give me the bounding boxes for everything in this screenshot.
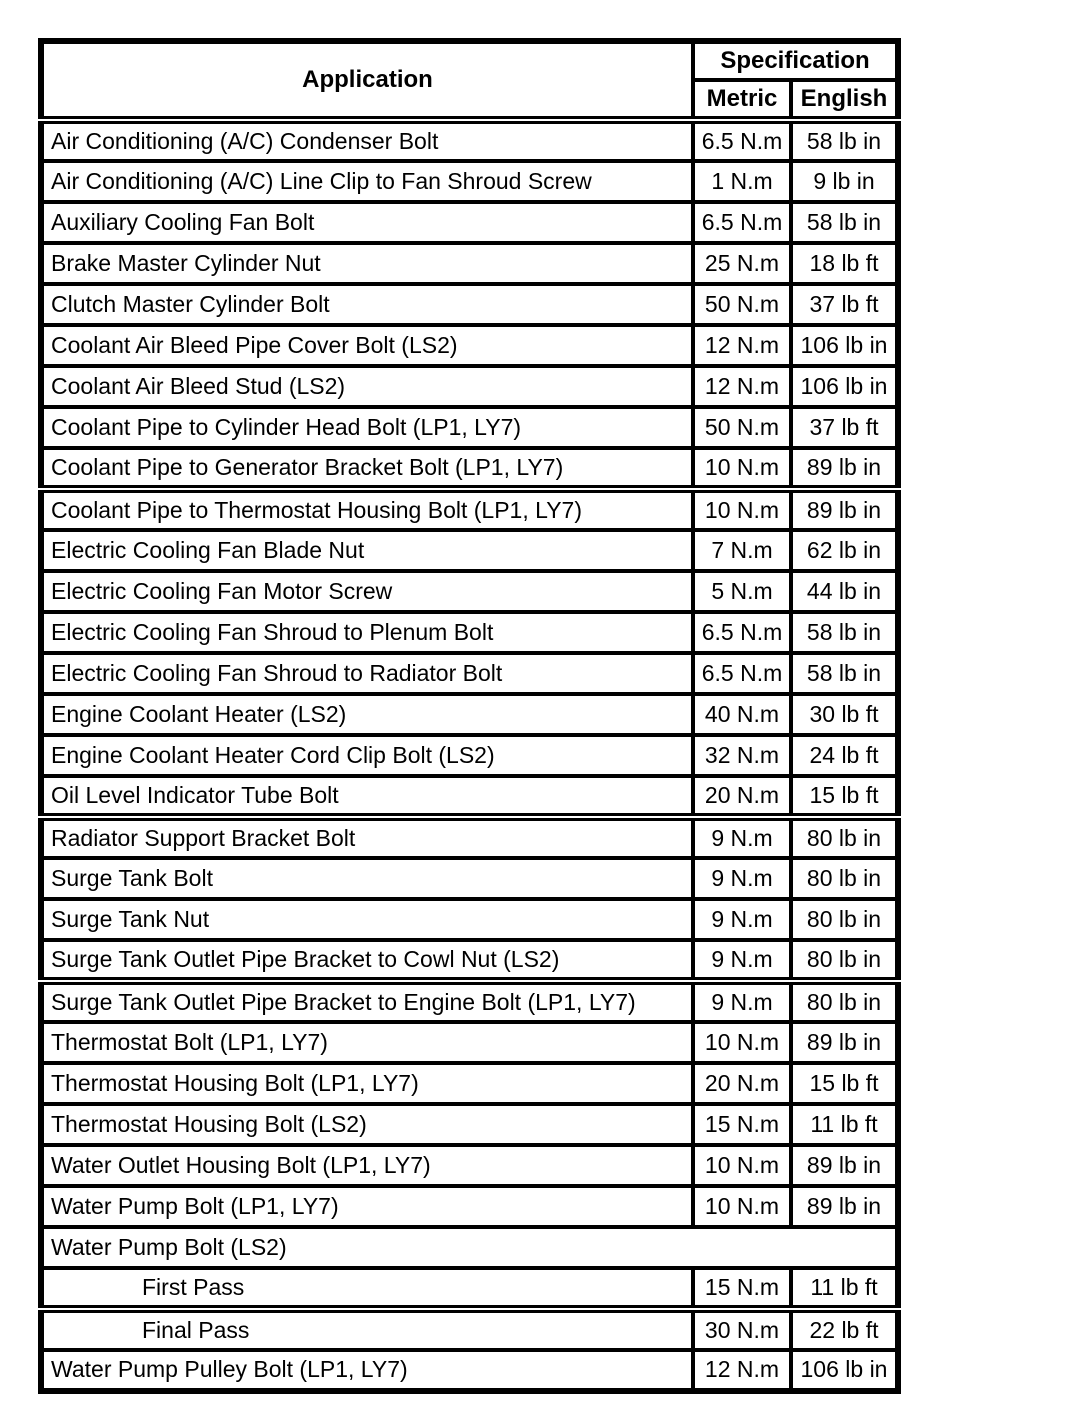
metric-value-cell: 10 N.m [693,489,791,530]
english-value-cell: 9 lb in [791,161,898,202]
metric-value-cell: 20 N.m [693,1063,791,1104]
metric-value-cell: 9 N.m [693,817,791,858]
specification-column-header: Specification [693,41,898,80]
table-row [41,735,898,776]
table-row [41,325,898,366]
table-row [41,981,898,1022]
metric-value-cell: 50 N.m [693,284,791,325]
application-cell: Water Pump Bolt (LS2) [41,1227,898,1268]
table-row [41,161,898,202]
table-row [41,653,898,694]
metric-value-cell: 12 N.m [693,366,791,407]
application-cell: Electric Cooling Fan Shroud to Radiator Bolt [41,653,693,694]
application-cell: Air Conditioning (A/C) Line Clip to Fan Shroud Screw [41,161,693,202]
metric-value-cell: 7 N.m [693,530,791,571]
english-value-cell: 80 lb in [791,817,898,858]
application-cell: Engine Coolant Heater Cord Clip Bolt (LS2) [41,735,693,776]
table-row [41,817,898,858]
table-row [41,694,898,735]
application-cell: Oil Level Indicator Tube Bolt [41,776,693,817]
table-row [41,530,898,571]
table-row [41,776,898,817]
metric-value-cell: 20 N.m [693,776,791,817]
application-cell: Brake Master Cylinder Nut [41,243,693,284]
application-cell: Water Pump Bolt (LP1, LY7) [41,1186,693,1227]
metric-value-cell: 9 N.m [693,940,791,981]
header-row-specification [41,41,898,80]
metric-value-cell: 9 N.m [693,899,791,940]
english-value-cell: 37 lb ft [791,407,898,448]
english-value-cell: 18 lb ft [791,243,898,284]
english-value-cell: 37 lb ft [791,284,898,325]
metric-value-cell: 10 N.m [693,1186,791,1227]
table-row [41,1145,898,1186]
metric-value-cell: 6.5 N.m [693,120,791,161]
english-value-cell: 22 lb ft [791,1309,898,1350]
application-cell: Coolant Air Bleed Pipe Cover Bolt (LS2) [41,325,693,366]
application-cell: Auxiliary Cooling Fan Bolt [41,202,693,243]
metric-value-cell: 1 N.m [693,161,791,202]
application-cell: Final Pass [41,1309,693,1350]
table-row [41,243,898,284]
metric-value-cell: 12 N.m [693,1350,791,1391]
metric-value-cell: 40 N.m [693,694,791,735]
metric-value-cell: 6.5 N.m [693,202,791,243]
english-value-cell: 106 lb in [791,1350,898,1391]
table-row [41,448,898,489]
english-value-cell: 58 lb in [791,612,898,653]
table-row [41,1022,898,1063]
application-cell: Water Pump Pulley Bolt (LP1, LY7) [41,1350,693,1391]
application-cell: Surge Tank Nut [41,899,693,940]
english-value-cell: 89 lb in [791,1145,898,1186]
english-column-header: English [791,80,898,120]
table-row [41,1350,898,1391]
table-row [41,1227,898,1268]
metric-value-cell: 15 N.m [693,1104,791,1145]
application-cell: Coolant Pipe to Generator Bracket Bolt (LP1, LY7) [41,448,693,489]
table-row [41,612,898,653]
metric-value-cell: 12 N.m [693,325,791,366]
english-value-cell: 89 lb in [791,1022,898,1063]
metric-column-header: Metric [693,80,791,120]
application-cell: Surge Tank Outlet Pipe Bracket to Engine Bolt (LP1, LY7) [41,981,693,1022]
table-row [41,1104,898,1145]
table-row [41,899,898,940]
table-row [41,1186,898,1227]
table-row [41,120,898,161]
english-value-cell: 80 lb in [791,981,898,1022]
metric-value-cell: 32 N.m [693,735,791,776]
spec-table-body [41,120,898,1391]
application-cell: Thermostat Bolt (LP1, LY7) [41,1022,693,1063]
english-value-cell: 62 lb in [791,530,898,571]
metric-value-cell: 10 N.m [693,448,791,489]
table-row [41,202,898,243]
english-value-cell: 89 lb in [791,1186,898,1227]
english-value-cell: 11 lb ft [791,1104,898,1145]
english-value-cell: 58 lb in [791,202,898,243]
metric-value-cell: 15 N.m [693,1268,791,1309]
application-cell: Air Conditioning (A/C) Condenser Bolt [41,120,693,161]
table-row [41,1309,898,1350]
english-value-cell: 80 lb in [791,940,898,981]
metric-value-cell: 25 N.m [693,243,791,284]
english-value-cell: 58 lb in [791,653,898,694]
application-cell: Surge Tank Outlet Pipe Bracket to Cowl Nut (LS2) [41,940,693,981]
metric-value-cell: 50 N.m [693,407,791,448]
english-value-cell: 30 lb ft [791,694,898,735]
application-column-header: Application [41,41,693,120]
metric-value-cell: 10 N.m [693,1022,791,1063]
english-value-cell: 80 lb in [791,858,898,899]
english-value-cell: 24 lb ft [791,735,898,776]
english-value-cell: 89 lb in [791,448,898,489]
application-cell: Coolant Pipe to Cylinder Head Bolt (LP1, LY7) [41,407,693,448]
table-row [41,284,898,325]
table-row [41,940,898,981]
metric-value-cell: 9 N.m [693,981,791,1022]
english-value-cell: 11 lb ft [791,1268,898,1309]
table-row [41,858,898,899]
application-cell: Thermostat Housing Bolt (LP1, LY7) [41,1063,693,1104]
application-cell: Engine Coolant Heater (LS2) [41,694,693,735]
application-cell: Thermostat Housing Bolt (LS2) [41,1104,693,1145]
application-cell: Clutch Master Cylinder Bolt [41,284,693,325]
application-cell: Water Outlet Housing Bolt (LP1, LY7) [41,1145,693,1186]
application-cell: First Pass [41,1268,693,1309]
table-row [41,366,898,407]
english-value-cell: 15 lb ft [791,776,898,817]
table-row [41,1268,898,1309]
metric-value-cell: 6.5 N.m [693,612,791,653]
metric-value-cell: 10 N.m [693,1145,791,1186]
english-value-cell: 44 lb in [791,571,898,612]
english-value-cell: 106 lb in [791,325,898,366]
english-value-cell: 58 lb in [791,120,898,161]
application-cell: Coolant Air Bleed Stud (LS2) [41,366,693,407]
table-row [41,571,898,612]
table-row [41,1063,898,1104]
table-row [41,489,898,530]
english-value-cell: 89 lb in [791,489,898,530]
application-cell: Surge Tank Bolt [41,858,693,899]
metric-value-cell: 30 N.m [693,1309,791,1350]
application-cell: Electric Cooling Fan Shroud to Plenum Bolt [41,612,693,653]
spec-table-header [41,41,898,120]
table-row [41,407,898,448]
application-cell: Coolant Pipe to Thermostat Housing Bolt (LP1, LY7) [41,489,693,530]
english-value-cell: 106 lb in [791,366,898,407]
fastener-spec-table [38,38,901,1394]
metric-value-cell: 6.5 N.m [693,653,791,694]
metric-value-cell: 5 N.m [693,571,791,612]
application-cell: Electric Cooling Fan Blade Nut [41,530,693,571]
metric-value-cell: 9 N.m [693,858,791,899]
english-value-cell: 80 lb in [791,899,898,940]
english-value-cell: 15 lb ft [791,1063,898,1104]
application-cell: Electric Cooling Fan Motor Screw [41,571,693,612]
application-cell: Radiator Support Bracket Bolt [41,817,693,858]
